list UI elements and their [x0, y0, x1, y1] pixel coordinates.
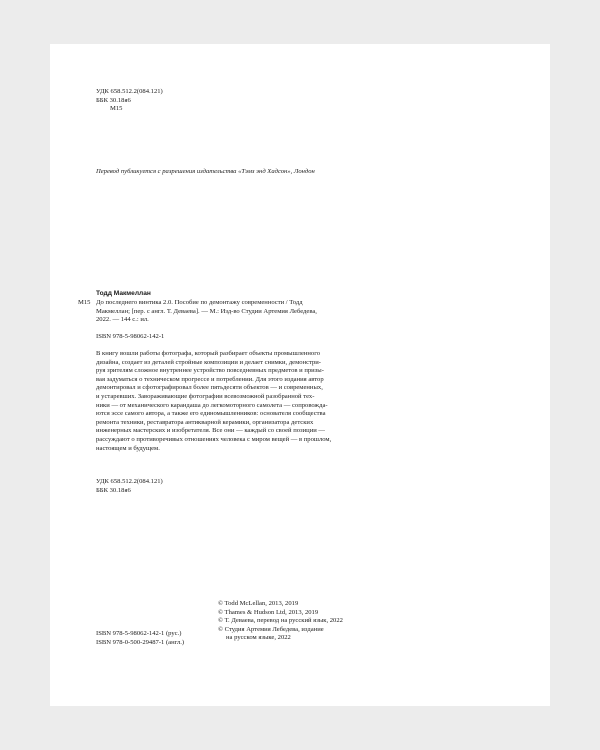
copyright-line: © Todd McLellan, 2013, 2019 [218, 600, 299, 607]
annotation-line: инженерных мастерских и изобретателя. Все они — каждый со своей позиции — [96, 427, 326, 435]
top-indices [96, 88, 163, 114]
copyright-line: © Студия Артемия Лебедева, издание [218, 625, 324, 633]
bbk-code: ББК 30.18я6 [96, 486, 131, 494]
annotation [96, 350, 331, 453]
copyright-line: © Thames & Hudson Ltd, 2013, 2019 [218, 608, 319, 616]
udk-code: УДК 658.512.2(084.121) [96, 88, 163, 95]
annotation-line: ники — от механического карандаша до легкомоторного самолета — сопровожда- [96, 401, 328, 409]
annotation-line: руя зрителям сложное внутреннее устройство повседневных предметов и призы- [96, 367, 324, 375]
annotation-line: В книгу вошли работы фотографа, который разбирает объекты промышленного [96, 350, 321, 357]
copyright-line: на русском языке, 2022 [226, 634, 291, 642]
bibliographic-record [96, 299, 317, 325]
author-sign-code: М15 [110, 105, 123, 113]
isbn-line: ISBN 978-5-98062-142-1 [96, 333, 165, 340]
annotation-line: настоящем и будущем. [96, 444, 160, 452]
author-heading: Тодд Макмеллан [96, 290, 151, 297]
annotation-line: демонтировал и сфотографировал более пятьдесяти объектов — и современных, [96, 384, 323, 392]
biblio-line: 2022. — 144 с.: ил. [96, 316, 149, 324]
copyright-line: © Т. Деваева, перевод на русский язык, 2022 [218, 617, 343, 625]
annotation-line: вая задуматься о техническом прогрессе и потреблении. Для этого издания автор [96, 375, 324, 383]
biblio-line: До последнего винтика 2.0. Пособие по демонтажу современности / Тодд [96, 299, 303, 306]
isbn-russian: ISBN 978-5-98062-142-1 (рус.) [96, 630, 182, 637]
annotation-line: ремонта техники, реставратора антикварной керамики, организатора детских [96, 418, 314, 426]
annotation-line: дизайна, создает из деталей стройные композиции и делает снимки, демонстри- [96, 358, 322, 366]
isbn-block [96, 630, 184, 647]
biblio-line: Макмеллан; [пер. с англ. Т. Деваева]. — М.: Изд-во Студии Артемия Лебедева, [96, 307, 317, 315]
udk-code: УДК 658.512.2(084.121) [96, 478, 163, 485]
isbn-english: ISBN 978-0-500-29487-1 (англ.) [96, 638, 185, 646]
annotation-line: рассуждают о противоречивых отношениях человека с миром вещей — в прошлом, [96, 435, 332, 443]
annotation-line: и устаревших. Завораживающие фотографии всевозможной разобранной тех- [96, 392, 315, 400]
bottom-indices [96, 478, 163, 495]
copyright-block [218, 600, 343, 643]
annotation-line: ются эссе самого автора, а также его единомышленников: основателя сообщества [96, 410, 326, 418]
card-code: М15 [78, 299, 91, 306]
bbk-code: ББК 30.18я6 [96, 96, 131, 104]
translation-note: Перевод публикуется с разрешения издательства «Тэмз энд Хадсон», Лондон [96, 168, 315, 175]
book-page [50, 44, 550, 706]
